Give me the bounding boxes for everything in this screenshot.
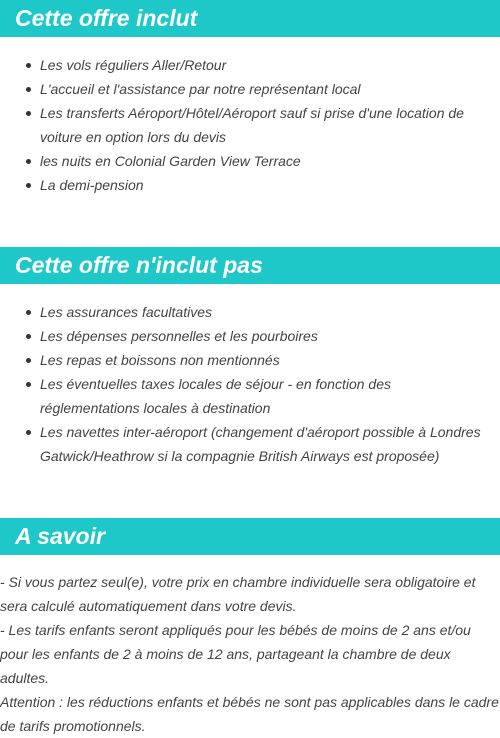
- bullet-icon: [26, 430, 31, 435]
- list-item: La demi-pension: [0, 173, 500, 197]
- bullet-icon: [26, 87, 31, 92]
- list-item: Les dépenses personnelles et les pourboires: [0, 324, 500, 348]
- info-paragraph: - Les tarifs enfants seront appliqués pour les bébés de moins de 2 ans et/ou pour les enfants de 2 à moins de 12 ans, partageant la chambre de deux adultes.: [0, 622, 471, 686]
- info-paragraph: Attention : les réductions enfants et bébés ne sont pas applicables dans le cadre de tarifs promotionnels.: [0, 694, 499, 734]
- a-savoir-body: [0, 570, 500, 738]
- excluded-list: [0, 300, 500, 468]
- list-item: Les vols réguliers Aller/Retour: [0, 53, 500, 77]
- bullet-icon: [26, 183, 31, 188]
- bullet-icon: [26, 159, 31, 164]
- list-item: Les navettes inter-aéroport (changement d'aéroport possible à Londres Gatwick/Heathrow si la compagnie British Airways est proposée): [0, 420, 500, 468]
- bullet-icon: [26, 63, 31, 68]
- bullet-icon: [26, 334, 31, 339]
- section-title-exclut: Cette offre n'inclut pas: [0, 247, 500, 284]
- bullet-icon: [26, 310, 31, 315]
- list-item: les nuits en Colonial Garden View Terrace: [0, 149, 500, 173]
- bullet-icon: [26, 111, 31, 116]
- list-item: Les repas et boissons non mentionnés: [0, 348, 500, 372]
- list-item: Les éventuelles taxes locales de séjour - en fonction des réglementations locales à destination: [0, 372, 500, 420]
- list-item: Les assurances facultatives: [0, 300, 500, 324]
- bullet-icon: [26, 358, 31, 363]
- list-item: L'accueil et l'assistance par notre représentant local: [0, 77, 500, 101]
- list-item: Les transferts Aéroport/Hôtel/Aéroport sauf si prise d'une location de voiture en option lors du devis: [0, 101, 500, 149]
- section-title-inclut: Cette offre inclut: [0, 0, 500, 37]
- section-title-a-savoir: A savoir: [0, 518, 500, 555]
- info-paragraph: - Si vous partez seul(e), votre prix en chambre individuelle sera obligatoire et sera calculé automatiquement dans votre devis.: [0, 574, 476, 614]
- included-list: [0, 53, 500, 197]
- bullet-icon: [26, 382, 31, 387]
